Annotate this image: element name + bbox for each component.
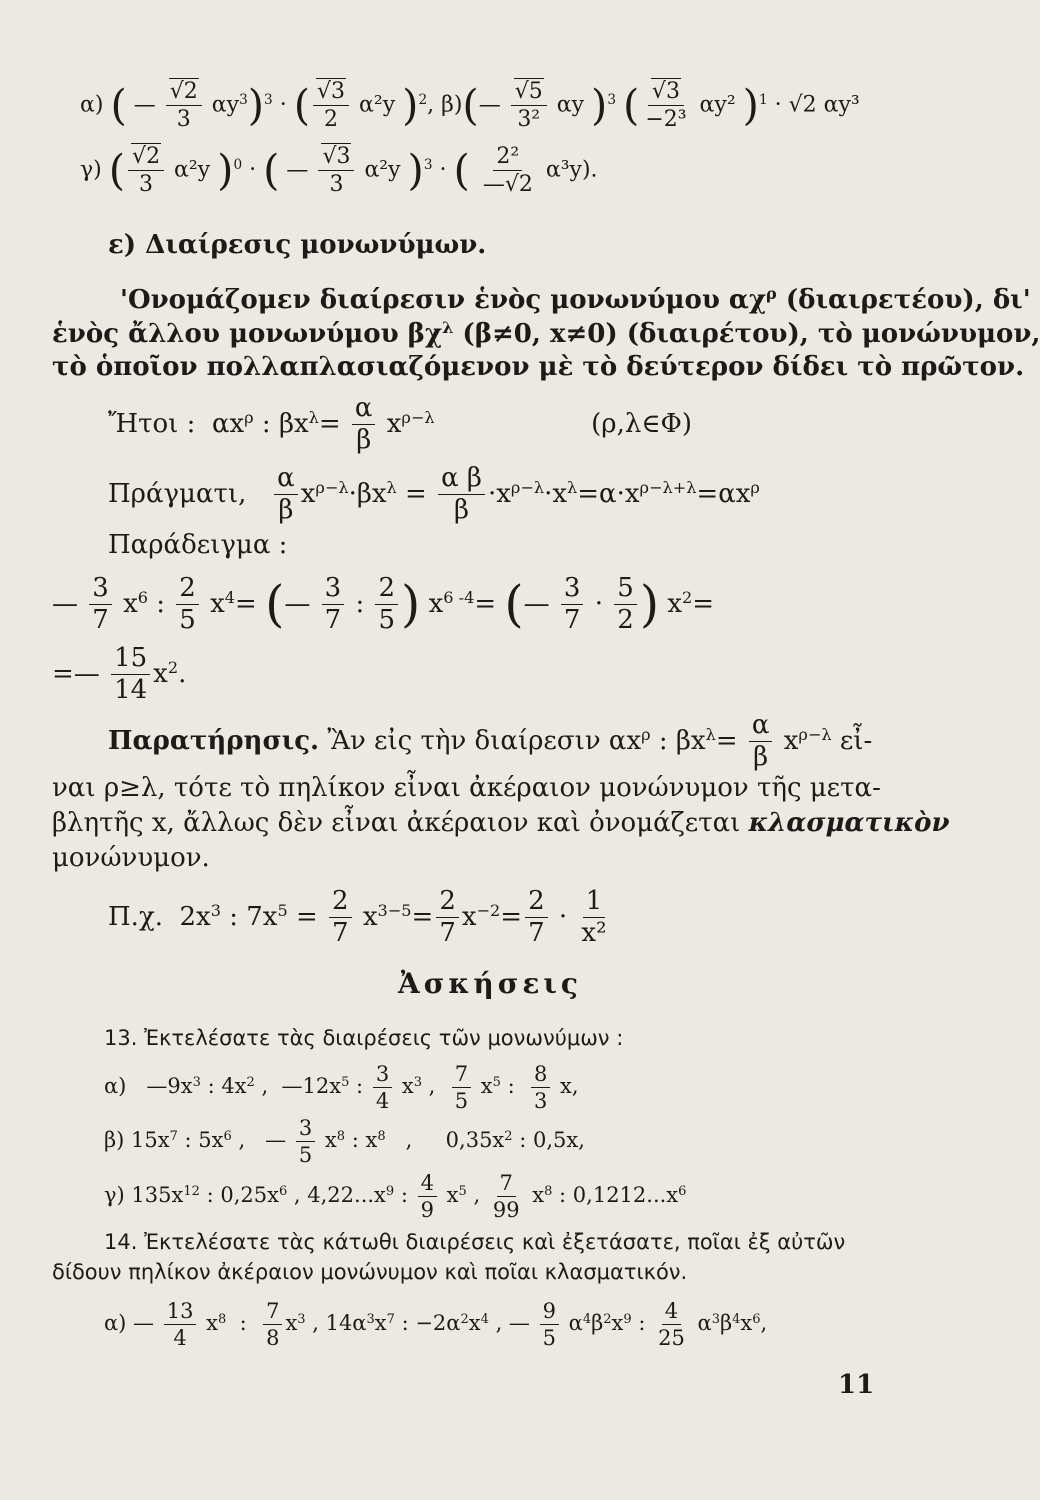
exercise-13-c: γ) $135x^{12}$ : $0,25x^6$ , $4,22...x^9$ : $\frac{4}{9}$ $x^5$ , $\frac{7}{99}$ $x^8$ : $0,1212...x^6$ [104,1171,687,1223]
exercise-13-title: 13. Ἐκτελέσατε τὰς διαιρέσεις τῶν μονωνύμων : [104,1026,624,1050]
formula-line-2: γ) ( $\frac{√2}{3}$ α²y )$^0$ · ( — $\frac{√3}{3}$ α²y )$^3$ · ( $\frac{\text{2²}}{—√2}$ α³y). [80,144,598,198]
formula-pragmati: Πράγματι, $\frac{\alpha}{\beta}$ $x^{\rho-\lambda}\cdot\beta x^\lambda$ = $\frac{\text{α β}}{\beta}$ $\cdot x^{\rho-\lambda}\cdot x^\lambda=\alpha\cdot x^{\rho-\lambda+\lambda}=\alpha x^\rho$ [108,463,760,526]
definition-line-3: τὸ ὁποῖον πολλαπλασιαζόμενον μὲ τὸ δεύτερον δίδει τὸ πρῶτον. [52,352,1025,382]
formula-line-1: α) ( — $\frac{√2}{3}$ $\alpha y^3)^3$ · ( $\frac{√3}{2}$ α²y )$^2$, β)(— $\frac{√5}{\text{3²}}$ αy )$^3$ ( $\frac{√3}{\text{−2³}}$ αy² )$^1$ · √2 αy³ [80,79,860,133]
formula-label-gamma: γ) [80,157,102,183]
remark-line-2: ναι ρ≥λ, τότε τὸ πηλίκον εἶναι ἀκέραιον μονώνυμον τῆς μετα- [52,773,881,803]
definition-line-2: ἑνὸς ἄλλου μονωνύμου $\beta\chi^\lambda$ (β≠0, x≠0) (διαιρέτου), τὸ μονώνυμον, [52,318,1040,349]
exercise-13-a: α) $—9x^3$ : $4x^2$ , $—12x^5$ : $\frac{3}{4}$ $x^3$ , $\frac{7}{5}$ $x^5$ : $\frac{8}{3}$ x, [104,1062,579,1114]
exercise-14-title: 14. Ἐκτελέσατε τὰς κάτωθι διαιρέσεις καὶ ἐξετάσατε, ποῖαι ἐξ αὐτῶν [104,1230,846,1254]
remark-line-3: βλητῆς x, ἄλλως δὲν εἶναι ἀκέραιον καὶ ὀνομάζεται κλασματικὸν [52,808,950,838]
exercise-14-title-2: δίδουν πηλίκον ἀκέραιον μονώνυμον καὶ ποῖαι κλασματικόν. [52,1260,688,1284]
formula-label-alpha: α) [80,92,104,118]
remark-line-1: Παρατήρησις. Ἂν εἰς τὴν διαίρεσιν $\alpha x^\rho$ : $\beta x^\lambda=$ $\frac{\alpha}{\beta}$ $x^{\rho-\lambda}$ εἶ- [108,710,873,773]
example-label: Παράδειγμα : [108,530,288,560]
exercise-14-a: α) — $\frac{13}{4}$ $x^8$ : $\frac{7}{8}$ $x^3$ , $14\alpha^3x^7$ : $-2\alpha^2x^4$ , — $\frac{9}{5}$ $\alpha^4\beta^2x^9$ : $\frac{4}{25}$ $\alpha^3\beta^4x^6$, [104,1299,768,1351]
condition-text: (ρ,λ∈Φ) [591,408,693,439]
remark-example: Π.χ. $2x^3$ : $7x^5$ = $\frac{2}{7}$ $x^{3-5}=$ $\frac{2}{7}$ $x^{-2}=$ $\frac{2}{7}$ · $\frac{1}{\text{x²}}$ [108,886,607,949]
example-line-2: =— $\frac{15}{14}$ $x^2$. [52,643,187,706]
example-line-1: — $\frac{3}{7}$ $x^6$ : $\frac{2}{5}$ $x^4=$ (— $\frac{3}{7}$ : $\frac{2}{5}$ ) $x^{6 -4}=$ (— $\frac{3}{7}$ · $\frac{5}{2}$ ) $x^2=$ [52,573,715,636]
remark-label: Παρατήρησις. [108,725,320,756]
formula-itoi: Ἤτοι : $\alpha x^\rho$ : $\beta x^\lambda=$ $\frac{\alpha}{\beta}$ $x^{\rho-\lambda}$ (ρ,λ∈Φ) [108,393,693,456]
section-heading: ε) Διαίρεσις μονωνύμων. [108,230,487,260]
exercises-title: Ἀσκήσεις [398,967,582,1000]
page-number: 11 [838,1370,875,1400]
remark-line-4: μονώνυμον. [52,843,210,873]
definition-line-1: 'Ονομάζομεν διαίρεσιν ἑνὸς μονωνύμου $\alpha\chi^\rho$ (διαιρετέου), δι' [120,284,1031,315]
exercise-13-b: β) $15x^7$ : $5x^6$ , — $\frac{3}{5}$ $x^8$ : $x^8$ , $0,35x^2$ : 0,5x, [104,1116,585,1168]
